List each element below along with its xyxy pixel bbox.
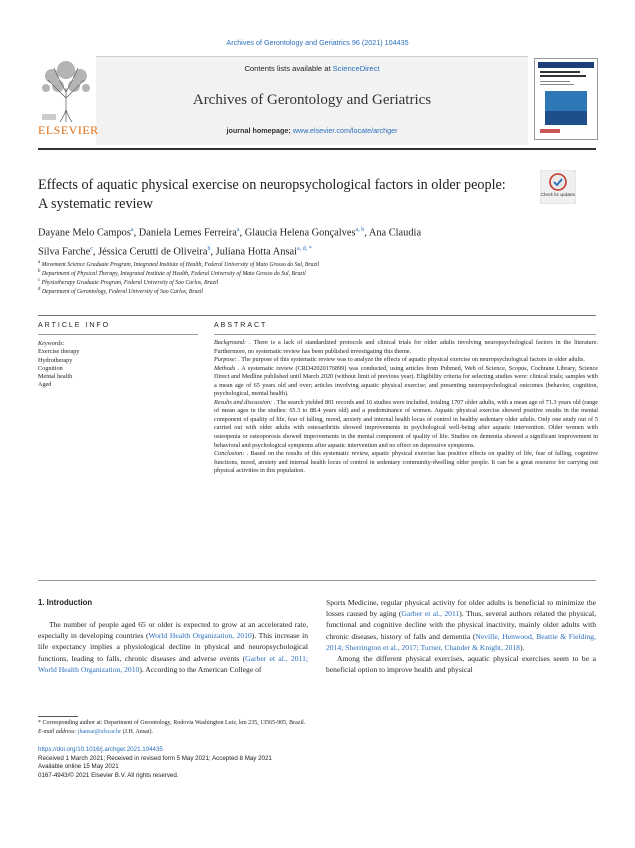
article-info-heading: ARTICLE INFO — [38, 322, 111, 329]
article-title: Effects of aquatic physical exercise on neuropsychological factors in older people: A systematic review — [38, 177, 506, 212]
abstract-label: Background: — [214, 339, 247, 346]
affiliation — [38, 269, 578, 277]
abstract-end-rule — [38, 580, 596, 581]
keywords-block — [38, 340, 198, 390]
abstract-methods — [214, 365, 598, 399]
author-sup[interactable]: a, d, * — [297, 246, 312, 253]
body-column-left — [38, 619, 308, 675]
keyword: Mental health — [38, 373, 73, 381]
intro-paragraph — [38, 619, 308, 675]
keywords-label: Keywords: — [38, 340, 65, 347]
body-text: ). Thus, several authors related the physical, functional and cognitive decline with the physical inactivity, mainly older adults with chronic diseases, history of falls and dementia ( — [326, 609, 597, 641]
citation-link[interactable]: Garber et al., 2011 — [401, 609, 460, 619]
affiliation — [38, 287, 578, 295]
abstract-text: . A systematic review (CRD42020176899) was conducted, using articles from Pubmed, Web of Science, Scopus, Cochrane Library, Science Direct and Medline published until March 2020 (without limit of previous year). Eligibility criteria for selecting studies were: clinical trials; samples with a mean age of 65 years old and over; articles involving aquatic physical exercise; and presenting neuropsychological outcomes (behavior, cognition, psychological, mental health). — [214, 364, 598, 398]
affiliation-sup: b — [38, 269, 41, 274]
body-column-right — [326, 597, 596, 675]
check-for-updates-icon[interactable] — [540, 170, 576, 204]
affiliation-text: Movement Science Graduate Program, Integrated Institute of Health, Federal University of Mato Grosso do Sul, Brazil — [41, 261, 320, 268]
journal-name: Archives of Gerontology and Geriatrics — [192, 92, 432, 108]
footnote-rule — [38, 716, 78, 717]
affiliation-sup: a — [38, 260, 41, 265]
author[interactable]: , Daniela Lemes Ferreira — [133, 227, 237, 239]
copyright: 0167-4943/© 2021 Elsevier B.V. All rights reserved. — [38, 771, 179, 779]
author[interactable]: Dayane Melo Campos — [38, 227, 131, 239]
author-sup[interactable]: b — [207, 246, 211, 253]
citation-link[interactable]: World Health Organization, 2010 — [148, 631, 252, 641]
corresponding-author-footnote — [38, 719, 578, 736]
author[interactable]: , Glaucia Helena Gonçalves — [239, 227, 356, 239]
header-rule — [38, 148, 596, 150]
abstract-body — [214, 339, 598, 476]
abstract-purpose — [214, 356, 598, 365]
author-sup[interactable]: a, b — [355, 227, 365, 233]
body-text: ). This increase in life expectancy implies a physiological decline in physical and neuropsychological functions, leading to falls, chronic diseases and adverse events ( — [38, 631, 308, 663]
author-sup[interactable]: a — [236, 227, 240, 233]
elsevier-wordmark: ELSEVIER — [38, 123, 99, 137]
journal-cover-thumbnail[interactable] — [534, 58, 598, 140]
affiliation — [38, 278, 578, 286]
contents-line — [96, 64, 528, 73]
abstract-label: Methods — [214, 364, 236, 372]
keyword: Exercise therapy — [38, 348, 80, 356]
email-suffix: (J.H. Ansai). — [121, 728, 153, 735]
affiliation-text: Physiotherapy Graduate Program, Federal University of Sao Carlos, Brazil — [41, 279, 219, 286]
author[interactable]: , Jéssica Cerutti de Oliveira — [92, 246, 208, 258]
homepage-link[interactable]: www.elsevier.com/locate/archger — [292, 126, 398, 135]
journal-reference[interactable]: Archives of Gerontology and Geriatrics 96 (2021) 104435 — [226, 38, 409, 47]
elsevier-tree-logo — [38, 58, 94, 124]
article-info-rule — [38, 334, 198, 335]
badge-text: Check for updates — [541, 192, 575, 197]
abstract-text: . Based on the results of this systematic review, aquatic physical exercise has positive effects on quality of life, fear of falling, cognitive functions, mood, anxiety and internal health locus of control in sedentary community-dwelling older people. It can be a great resource for carrying out physical activities in this population. — [214, 450, 598, 475]
keyword: Hydrotherapy — [38, 356, 73, 364]
abstract-background — [214, 339, 598, 356]
abstract-heading: ABSTRACT — [214, 322, 268, 329]
corresponding-author: * Corresponding author at: Department of Gerontology, Rodovia Washington Luiz, km 235, 13565-905, Brazil. — [38, 720, 306, 726]
affiliation — [38, 260, 578, 268]
citation-link[interactable]: Neville, Henwood, Beattie & Fielding, 2014; Sherrington et al., 2017; Turner, Chander & Knight, 2018 — [326, 631, 596, 652]
homepage-label: journal homepage: — [226, 126, 293, 135]
email-link[interactable]: jhansai@ufscar.br — [77, 728, 122, 735]
author[interactable]: Silva Farche — [38, 246, 91, 258]
intro-paragraph: Among the different physical exercises, aquatic physical exercises seem to be a beneficial option to improve health and physical — [326, 654, 596, 675]
abstract-text: . The search yielded 801 records and 16 studies were included, totaling 1707 older adults, with a mean age of 71.3 years old (range of mean ages in the studies: 65.3 to 88.4 years old) and a predominance of women. Aquatic physical exercise showed positive results in the mental component of quality of life, fear of falling, mood, anxiety and internal health locus of control in healthy sedentary older adults. Only one study out of 5 carried out with older adults with osteoarthritis showed improvements in psychological well-being after aquatic intervention. Older women with osteopenia or osteoporosis showed improvements in the mental component of quality of life. Studies on dementia showed a significant improvement in behavioral and psychological symptoms after aquatic intervention and no effect on depressive symptoms. — [214, 398, 599, 449]
affiliation-text: Department of Gerontology, Federal University of Sao Carlos, Brazil — [41, 288, 203, 295]
intro-paragraph — [326, 597, 596, 653]
keyword: Aged — [38, 381, 52, 389]
doi-link[interactable]: https://doi.org/10.1016/j.archger.2021.104435 — [38, 746, 163, 753]
author-list — [38, 222, 578, 261]
abstract-rule — [214, 334, 596, 335]
author[interactable]: , Juliana Hotta Ansai — [210, 246, 298, 258]
body-text: ). — [519, 642, 525, 652]
affiliation-rule — [38, 315, 596, 316]
abstract-label: Conclusion: — [214, 450, 245, 458]
author[interactable]: , Ana Claudia — [364, 227, 422, 239]
citation-link[interactable]: Garber et al., 2011; World Health Organization, 2010 — [38, 653, 308, 674]
author-sup[interactable]: c — [90, 246, 93, 253]
body-text: ). According to the American College of — [139, 664, 262, 674]
email-label: E-mail address: — [38, 728, 78, 735]
body-text: The number of people aged 65 or older is expected to grow at an accelerated rate, especially in developing countries ( — [38, 620, 308, 641]
received-dates: Received 1 March 2021; Received in revised form 5 May 2021; Accepted 8 May 2021 — [38, 754, 272, 762]
article-history — [38, 746, 578, 780]
keyword: Cognition — [38, 364, 63, 372]
affiliation-text: Department of Physical Therapy, Integrated Institute of Health, Federal University of Mato Grosso do Sul, Brazil — [41, 270, 306, 277]
available-online: Available online 15 May 2021 — [38, 763, 119, 771]
abstract-results — [214, 399, 598, 450]
abstract-label: Results and discussion: — [214, 398, 273, 406]
homepage-line — [96, 126, 528, 135]
affiliation-sup: c — [38, 278, 41, 283]
abstract-label: Purpose: — [214, 356, 237, 364]
contents-prefix: Contents lists available at — [244, 64, 333, 73]
abstract-text: . There is a lack of standardized protocols and clinical trials for older adults involving neuropsychological factors in the literature. Furthermore, no systematic review has been published investigating this theme. — [214, 339, 598, 355]
abstract-conclusion — [214, 450, 598, 476]
section-heading-introduction: 1. Introduction — [38, 598, 93, 607]
affiliation-sup: d — [38, 287, 41, 292]
sciencedirect-link[interactable]: ScienceDirect — [332, 64, 380, 73]
body-text: Sports Medicine, regular physical activity for older adults is beneficial to minimize the losses caused by aging ( — [326, 598, 596, 619]
author-sup[interactable]: a — [130, 227, 134, 233]
email-line — [38, 728, 578, 737]
abstract-text: . The purpose of this systematic review was to analyze the effects of aquatic physical exercise on neuropsychological factors in older adults. — [236, 356, 585, 364]
